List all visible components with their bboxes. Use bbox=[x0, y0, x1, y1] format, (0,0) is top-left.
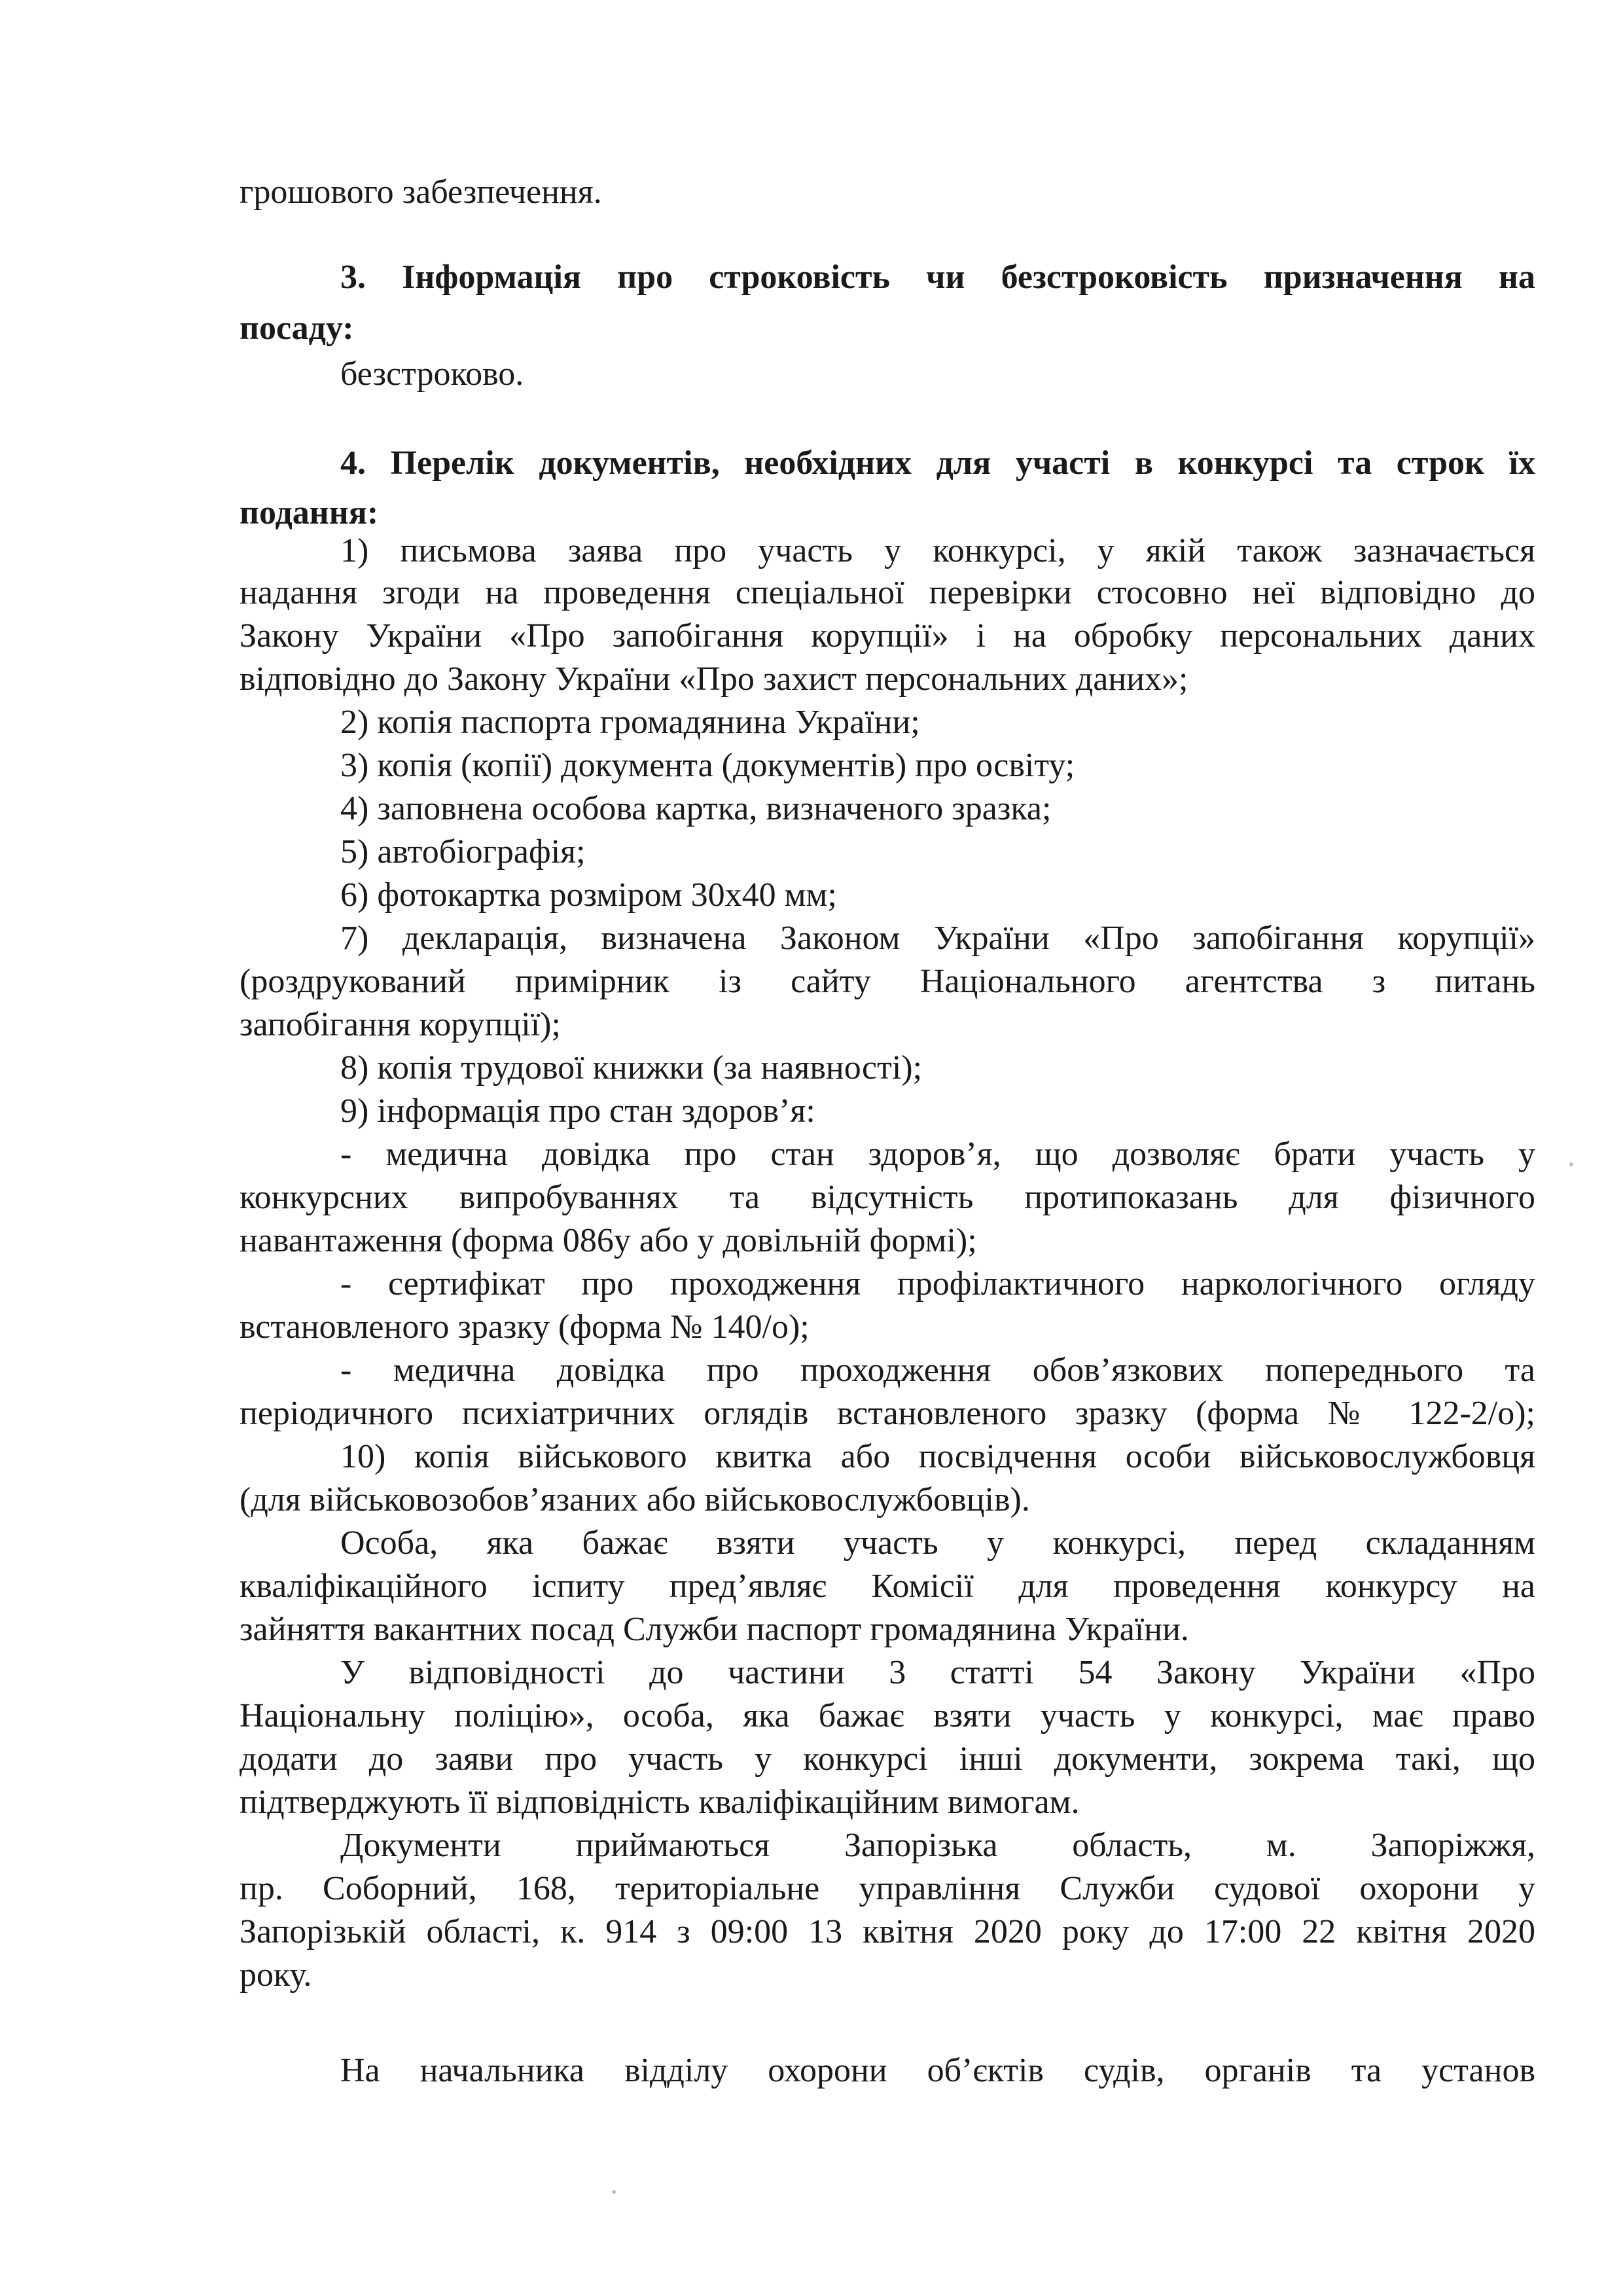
list-item: 3) копія (копії) документа (документів) про освіту; bbox=[340, 747, 1075, 784]
text-line: року. bbox=[240, 1956, 312, 1994]
list-item: 6) фотокартка розміром 30х40 мм; bbox=[340, 876, 837, 914]
list-item: 9) інформація про стан здоров’я: bbox=[340, 1092, 815, 1130]
sub-list-item: - медична довідка про стан здоров’я, що дозволяє брати участь у bbox=[340, 1136, 1535, 1173]
list-item: 4) заповнена особова картка, визначеного зразка; bbox=[340, 790, 1052, 827]
section-3-heading: 3. Інформація про строковість чи безстроковість призначення на bbox=[340, 259, 1535, 296]
paragraph-start: На начальника відділу охорони об’єктів судів, органів та установ bbox=[340, 2052, 1535, 2089]
paragraph-start: Особа, яка бажає взяти участь у конкурсі, перед складанням bbox=[340, 1524, 1535, 1562]
list-item: 8) копія трудової книжки (за наявності); bbox=[340, 1049, 923, 1086]
text-line: (для військовозобов’язаних або військовослужбовців). bbox=[240, 1481, 1030, 1518]
text-line: встановленого зразку (форма № 140/о); bbox=[240, 1308, 810, 1346]
text-line: підтверджують її відповідність кваліфікаційним вимогам. bbox=[240, 1784, 1080, 1821]
scan-speck bbox=[1569, 1162, 1573, 1166]
section-4-heading: 4. Перелік документів, необхідних для участі в конкурсі та строк їх bbox=[340, 444, 1535, 482]
text-line: Національну поліцію», особа, яка бажає взяти участь у конкурсі, має право bbox=[240, 1697, 1535, 1734]
text-line: додати до заяви про участь у конкурсі інші документи, зокрема такі, що bbox=[240, 1740, 1535, 1778]
list-item: 7) декларація, визначена Законом України «Про запобігання корупції» bbox=[340, 920, 1535, 957]
text-line: грошового забезпечення. bbox=[240, 173, 602, 211]
sub-list-item: - сертифікат про проходження профілактичного наркологічного огляду bbox=[340, 1265, 1535, 1302]
text-line: (роздрукований примірник із сайту Національного агентства з питань bbox=[240, 963, 1535, 1000]
text-line: пр. Соборний, 168, територіальне управління Служби судової охорони у bbox=[240, 1870, 1535, 1907]
section-3-heading-cont: посаду: bbox=[240, 310, 354, 347]
scan-speck bbox=[612, 2190, 616, 2194]
text-line: безстроково. bbox=[340, 355, 524, 393]
paragraph-start: Документи приймаються Запорізька область, м. Запоріжжя, bbox=[340, 1827, 1535, 1864]
text-line: Закону України «Про запобігання корупції» і на обробку персональних даних bbox=[240, 617, 1535, 655]
text-line: надання згоди на проведення спеціальної перевірки стосовно неї відповідно до bbox=[240, 574, 1535, 611]
list-item: 1) письмова заява про участь у конкурсі, у якій також зазначається bbox=[340, 532, 1535, 569]
text-line: Запорізькій області, к. 914 з 09:00 13 квітня 2020 року до 17:00 22 квітня 2020 bbox=[240, 1913, 1535, 1950]
list-item: 5) автобіографія; bbox=[340, 833, 586, 870]
list-item: 2) копія паспорта громадянина України; bbox=[340, 704, 920, 741]
section-4-heading-cont: подання: bbox=[240, 494, 379, 531]
text-line: конкурсних випробуваннях та відсутність протипоказань для фізичного bbox=[240, 1179, 1535, 1216]
text-line: запобігання корупції); bbox=[240, 1006, 561, 1043]
text-line: відповідно до Закону України «Про захист персональних даних»; bbox=[240, 660, 1188, 698]
text-line: періодичного психіатричних оглядів встановленого зразку (форма № 122-2/о); bbox=[240, 1395, 1535, 1432]
sub-list-item: - медична довідка про проходження обов’язкових попереднього та bbox=[340, 1352, 1535, 1389]
paragraph-start: У відповідності до частини 3 статті 54 Закону України «Про bbox=[340, 1654, 1535, 1691]
text-line: зайняття вакантних посад Служби паспорт громадянина України. bbox=[240, 1611, 1189, 1648]
list-item: 10) копія військового квитка або посвідчення особи військовослужбовця bbox=[340, 1438, 1535, 1475]
text-line: навантаження (форма 086у або у довільній формі); bbox=[240, 1222, 977, 1259]
text-line: кваліфікаційного іспиту пред’являє Комісії для проведення конкурсу на bbox=[240, 1568, 1535, 1605]
